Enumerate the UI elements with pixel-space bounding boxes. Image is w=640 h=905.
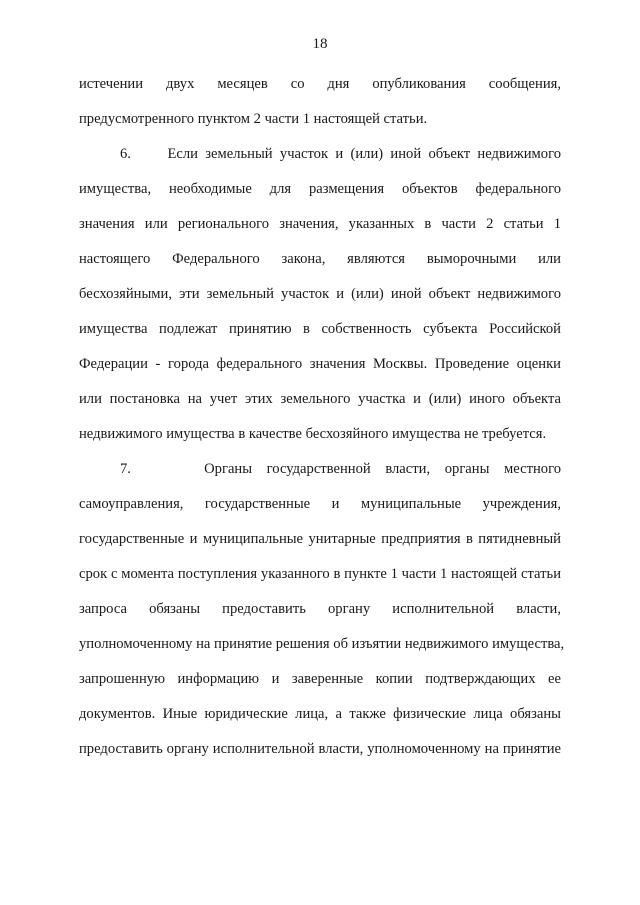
paragraph-7-start: 7. Органы государственной власти, органы местного	[120, 461, 561, 477]
text-line: истечении двух месяцев со дня опубликования сообщения,	[79, 76, 561, 92]
text-line: недвижимого имущества в качестве бесхозяйного имущества не требуется.	[79, 426, 547, 442]
text-line: государственные и муниципальные унитарные предприятия в пятидневный	[79, 531, 561, 547]
text-line: запрошенную информацию и заверенные копии подтверждающих ее	[79, 671, 561, 687]
text-line: значения или регионального значения, указанных в части 2 статьи 1	[79, 216, 561, 232]
text-line: настоящего Федерального закона, являются выморочными или	[79, 251, 561, 267]
page-number: 18	[312, 36, 328, 52]
text-line: документов. Иные юридические лица, а также физические лица обязаны	[79, 706, 561, 722]
text-line: бесхозяйными, эти земельный участок и (или) иной объект недвижимого	[79, 286, 561, 302]
text-line: запроса обязаны предоставить органу исполнительной власти,	[79, 601, 561, 617]
text-line: уполномоченному на принятие решения об изъятии недвижимого имущества,	[79, 636, 565, 652]
text-line: имущества, необходимые для размещения объектов федерального	[79, 181, 561, 197]
text-line: Федерации - города федерального значения Москвы. Проведение оценки	[79, 356, 561, 372]
text-line: предоставить органу исполнительной власти, уполномоченному на принятие	[79, 741, 561, 757]
paragraph-6-start: 6. Если земельный участок и (или) иной объект недвижимого	[120, 146, 561, 162]
text-line: срок с момента поступления указанного в пункте 1 части 1 настоящей статьи	[79, 566, 561, 582]
text-line: или постановка на учет этих земельного участка и (или) иного объекта	[79, 391, 561, 407]
text-line: имущества подлежат принятию в собственность субъекта Российской	[79, 321, 561, 337]
text-line: предусмотренного пунктом 2 части 1 настоящей статьи.	[79, 111, 428, 127]
text-line: самоуправления, государственные и муниципальные учреждения,	[79, 496, 561, 512]
